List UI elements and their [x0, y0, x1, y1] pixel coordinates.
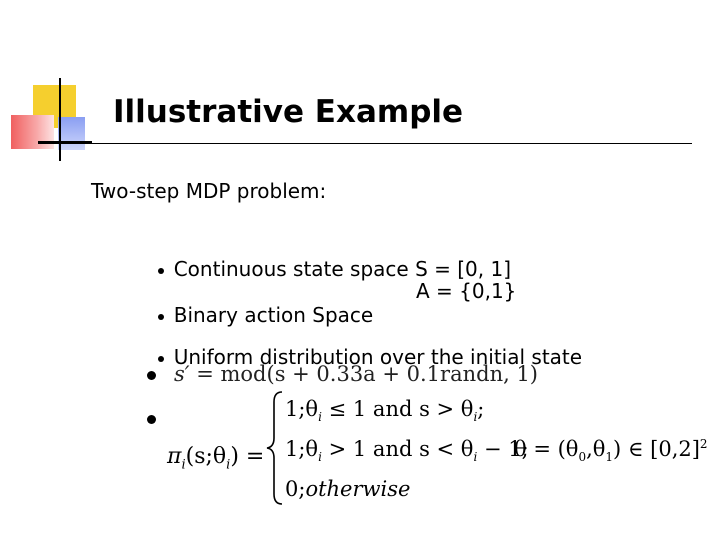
case-1-rest: ≤ 1 and s > θ — [321, 397, 474, 421]
case-3 — [285, 477, 410, 501]
theta-definition — [514, 437, 708, 464]
bullet-dot — [158, 356, 164, 362]
decor-vertical-line — [59, 78, 61, 161]
bullet-action-space — [145, 279, 373, 327]
case-2-sub2: i — [473, 450, 478, 465]
case-1-start: 1;θ — [285, 397, 319, 421]
theta-def-start: θ = (θ — [514, 437, 579, 461]
bullet-text: Continuous state space S = [0, 1] — [173, 257, 512, 281]
decor-blue-square — [58, 117, 85, 150]
transition-lhs: s′ = — [174, 362, 221, 386]
action-set-text: A = {0,1} — [416, 279, 517, 303]
case-1-sub: i — [318, 410, 322, 425]
case-3-rest: otherwise — [305, 477, 411, 501]
theta-mid: ,θ — [586, 437, 606, 461]
case-2-end: − 1; — [477, 437, 529, 461]
policy-args: (s;θ — [185, 444, 227, 469]
case-2 — [285, 437, 529, 464]
theta-sub1: 1 — [605, 450, 614, 465]
bullet-dot — [158, 314, 164, 320]
case-3-start: 0; — [285, 477, 306, 501]
transition-equation — [174, 362, 538, 386]
case-2-rest: > 1 and s < θ — [321, 437, 474, 461]
case-1 — [285, 397, 484, 424]
case-2-sub: i — [318, 450, 322, 465]
bullet-dot-policy — [147, 415, 156, 424]
policy-args-subscript: i — [226, 457, 231, 473]
pi-subscript: i — [181, 457, 186, 473]
theta-end: ) ∈ [0,2] — [613, 437, 700, 461]
intro-text: Two-step MDP problem: — [91, 179, 327, 203]
case-1-sub2: i — [473, 410, 478, 425]
slide-title: Illustrative Example — [113, 94, 464, 130]
bullet-dot-transition — [147, 371, 156, 380]
bullet-state-space — [145, 233, 511, 281]
title-underline-accent — [38, 141, 92, 143]
bullet-text: Uniform distribution over the initial state — [173, 345, 583, 369]
case-brace — [265, 390, 285, 506]
bullet-text: Binary action Space — [173, 303, 374, 327]
transition-fn: mod — [220, 362, 267, 386]
pi-symbol: π — [167, 444, 182, 469]
policy-args-end: ) = — [230, 444, 265, 469]
theta-sup: 2 — [699, 437, 708, 451]
transition-args: (s + 0.33a + 0.1randn, 1) — [266, 362, 538, 386]
case-2-start: 1;θ — [285, 437, 319, 461]
theta-sub0: 0 — [578, 450, 587, 465]
policy-lhs — [167, 444, 264, 472]
title-underline — [38, 143, 692, 144]
bullet-dot — [158, 268, 164, 274]
case-1-end: ; — [477, 397, 485, 421]
